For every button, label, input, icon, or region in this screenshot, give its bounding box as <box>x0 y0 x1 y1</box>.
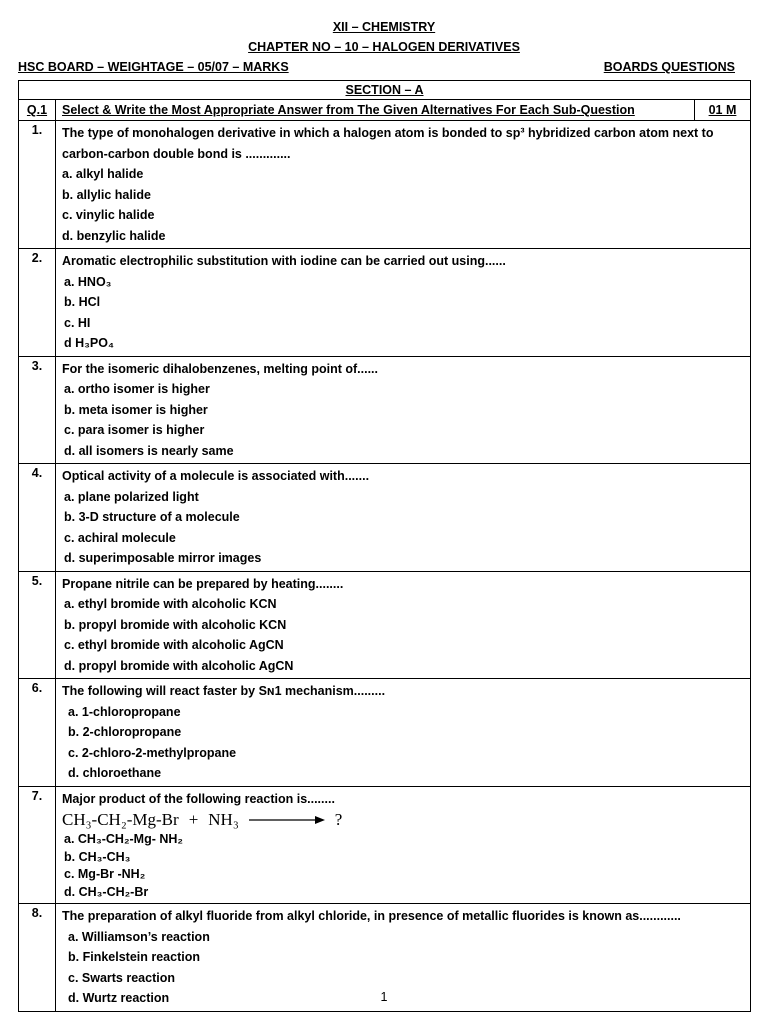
option-d: d H₃PO₄ <box>64 336 114 350</box>
option-c: c. Mg-Br -NH₂ <box>64 867 146 881</box>
option-b: b. Finkelstein reaction <box>68 950 200 964</box>
board-weightage: HSC BOARD – WEIGHTAGE – 05/07 – MARKS <box>18 60 289 74</box>
question-cell <box>56 464 751 572</box>
question-text: For the isomeric dihalobenzenes, melting point of...... <box>62 361 379 376</box>
option-d: d. chloroethane <box>68 766 162 780</box>
option-a: a. Williamson’s reaction <box>68 929 210 944</box>
reaction-equation <box>62 809 744 831</box>
option-a: a. ethyl bromide with alcoholic KCN <box>64 597 277 611</box>
question-number: 8. <box>19 904 56 1012</box>
option-b: b. CH₃-CH₃ <box>64 849 131 864</box>
option-d: d. Wurtz reaction <box>68 991 170 1005</box>
question-head-row <box>19 100 751 121</box>
boards-questions-label: BOARDS QUESTIONS <box>603 60 735 74</box>
section-title: SECTION – A <box>19 81 751 100</box>
section-row <box>19 81 751 100</box>
question-number: 3. <box>19 356 56 464</box>
question-row <box>19 571 751 679</box>
option-a: a. 1-chloropropane <box>68 704 181 719</box>
option-a: a. HNO₃ <box>64 274 112 289</box>
question-text: The following will react faster by Sɴ1 mechanism......... <box>62 684 386 698</box>
question-row <box>19 679 751 787</box>
option-a: a. alkyl halide <box>62 167 144 181</box>
question-row <box>19 356 751 464</box>
chapter-title: CHAPTER NO – 10 – HALOGEN DERIVATIVES <box>248 40 520 54</box>
question-cell <box>56 786 751 904</box>
question-text: Optical activity of a molecule is associated with....... <box>62 469 370 483</box>
question-head-marks: 01 M <box>695 100 751 121</box>
option-b: b. propyl bromide with alcoholic KCN <box>64 617 287 632</box>
question-text: The preparation of alkyl fluoride from alkyl chloride, in presence of metallic fluorides is known as............ <box>62 909 681 923</box>
reaction-reagent: NH₃ <box>208 810 239 829</box>
question-row <box>19 121 751 249</box>
option-a: a. ortho isomer is higher <box>64 382 210 396</box>
option-a: a. plane polarized light <box>64 489 199 504</box>
question-row <box>19 464 751 572</box>
option-b: b. 2-chloropropane <box>68 725 182 739</box>
option-b: b. meta isomer is higher <box>64 402 208 417</box>
question-cell <box>56 571 751 679</box>
option-c: c. para isomer is higher <box>64 423 205 437</box>
question-head-number: Q.1 <box>19 100 56 121</box>
option-d: d. CH₃-CH₂-Br <box>64 884 149 899</box>
question-cell <box>56 679 751 787</box>
question-text: Aromatic electrophilic substitution with iodine can be carried out using...... <box>62 254 506 268</box>
option-c: c. achiral molecule <box>64 530 176 545</box>
question-row <box>19 249 751 357</box>
option-b: b. 3-D structure of a molecule <box>64 510 240 524</box>
option-c: c. HI <box>64 315 91 330</box>
question-number: 5. <box>19 571 56 679</box>
question-text: Major product of the following reaction is........ <box>62 791 335 806</box>
question-number: 4. <box>19 464 56 572</box>
subject-title: XII – CHEMISTRY <box>332 20 436 34</box>
question-row <box>19 786 751 904</box>
option-b: b. HCl <box>64 295 101 309</box>
option-d: d. benzylic halide <box>62 228 166 243</box>
question-text: Propane nitrile can be prepared by heating........ <box>62 576 344 591</box>
option-c: c. Swarts reaction <box>68 970 175 985</box>
option-c: c. 2-chloro-2-methylpropane <box>68 745 237 760</box>
option-c: c. ethyl bromide with alcoholic AgCN <box>64 638 284 652</box>
question-cell <box>56 121 751 249</box>
question-cell <box>56 356 751 464</box>
question-text: The type of monohalogen derivative in which a halogen atom is bonded to sp³ hybridized carbon atom next to carbon-carbon double bond is ............. <box>62 126 714 161</box>
option-a: a. CH₃-CH₂-Mg- NH₂ <box>64 832 183 846</box>
question-table <box>18 80 751 1012</box>
option-d: d. propyl bromide with alcoholic AgCN <box>64 658 294 673</box>
page-number: 1 <box>380 990 388 1004</box>
option-c: c. vinylic halide <box>62 208 155 222</box>
question-number: 2. <box>19 249 56 357</box>
question-cell <box>56 249 751 357</box>
reaction-product: ? <box>334 810 343 829</box>
option-d: d. all isomers is nearly same <box>64 443 234 458</box>
question-number: 7. <box>19 786 56 904</box>
option-d: d. superimposable mirror images <box>64 551 262 565</box>
reaction-reactant: CH₃-CH₂-Mg-Br <box>62 810 179 829</box>
reaction-plus: + <box>188 810 199 829</box>
question-number: 6. <box>19 679 56 787</box>
question-head-instruction: Select & Write the Most Appropriate Answer from The Given Alternatives For Each Sub-Question <box>56 100 695 121</box>
question-number: 1. <box>19 121 56 249</box>
option-b: b. allylic halide <box>62 187 151 202</box>
reaction-arrow-icon <box>249 815 325 825</box>
